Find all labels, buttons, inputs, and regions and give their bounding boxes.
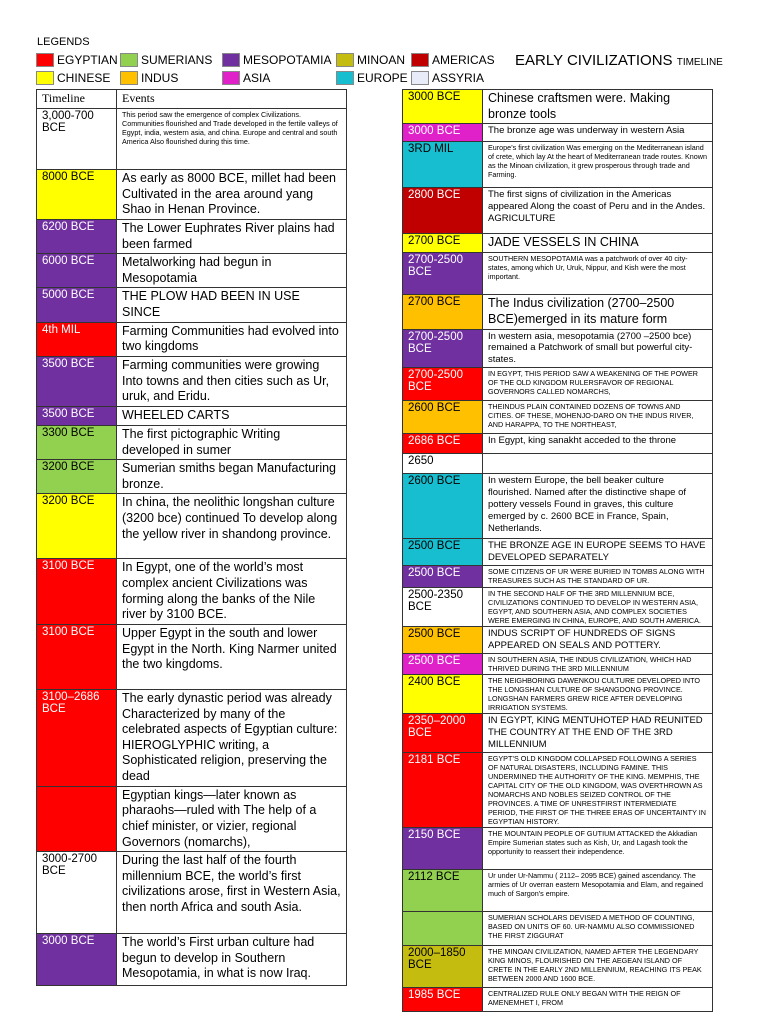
timeline-date: 8000 BCE <box>37 170 117 220</box>
timeline-event: THEINDUS PLAIN CONTAINED DOZENS OF TOWNS AND CITIES. OF THESE, MOHENJO-DARO ON THE INDUS RIVER, AND HARAPPA, TO THE NORTHEAST, <box>483 401 713 434</box>
page-title-sub: TIMELINE <box>676 57 723 68</box>
timeline-event <box>483 454 713 474</box>
timeline-date: 2400 BCE <box>403 674 483 713</box>
legend-item-asia: ASIA <box>222 70 270 85</box>
table-row <box>37 494 347 559</box>
timeline-date: 2700 BCE <box>403 234 483 253</box>
timeline-event: Europe’s first civilization Was emerging on the Mediterranean island of crete, which lay At the heart of Mediterranean trade routes. Known as the Minoan civilization, it grew prosperous through trade and Farming. <box>483 142 713 188</box>
timeline-date: 2500 BCE <box>403 539 483 566</box>
page-title-main: EARLY CIVILIZATIONS <box>515 52 673 69</box>
table-row <box>37 425 347 459</box>
timeline-date: 3500 BCE <box>37 406 117 425</box>
timeline-date: 3000 BCE <box>403 124 483 142</box>
table-row <box>403 945 713 987</box>
timeline-event: THE PLOW HAD BEEN IN USE SINCE <box>117 288 347 322</box>
legend-item-assyria: ASSYRIA <box>411 70 484 85</box>
table-row <box>403 368 713 401</box>
table-row <box>403 626 713 653</box>
timeline-date: 3100 BCE <box>37 559 117 625</box>
timeline-date: 2181 BCE <box>403 752 483 827</box>
timeline-event: THE MINOAN CIVILIZATION, NAMED AFTER THE LEGENDARY KING MINOS, FLOURISHED ON THE AEGEAN ISLAND OF CRETE IN THE EARLY 2ND MILLENNIUM, REACHING ITS PEAK BETWEEN 2000 AND 1600 BCE. <box>483 945 713 987</box>
timeline-date: 3500 BCE <box>37 356 117 406</box>
timeline-date: 3000 BCE <box>403 90 483 124</box>
table-row <box>37 559 347 625</box>
timeline-date: 6000 BCE <box>37 254 117 288</box>
page-title <box>515 52 723 69</box>
timeline-event: THE BRONZE AGE IN EUROPE SEEMS TO HAVE DEVELOPED SEPARATELY <box>483 539 713 566</box>
table-row <box>37 254 347 288</box>
timeline-date: 2500 BCE <box>403 565 483 587</box>
legend-item-chinese: CHINESE <box>36 70 110 85</box>
legend-swatch-assyria <box>411 71 429 85</box>
table-row <box>403 653 713 674</box>
timeline-event: Upper Egypt in the south and lower Egypt in the North. King Narmer united the two kingdoms. <box>117 624 347 689</box>
legend-swatch-europe <box>336 71 354 85</box>
timeline-event: As early as 8000 BCE, millet had been Cultivated in the area around yang Shao in Henan Province. <box>117 170 347 220</box>
table-row <box>37 322 347 356</box>
table-row <box>37 109 347 170</box>
header-timeline: Timeline <box>37 90 117 109</box>
table-row <box>403 587 713 626</box>
table-row <box>37 406 347 425</box>
timeline-date: 2350–2000 BCE <box>403 713 483 752</box>
timeline-event: IN SOUTHERN ASIA, THE INDUS CIVILIZATION, WHICH HAD THRIVED DURING THE 3RD MILLENNIUM <box>483 653 713 674</box>
table-row <box>403 142 713 188</box>
table-row <box>403 124 713 142</box>
timeline-event: In china, the neolithic longshan culture (3200 bce) continued To develop along the yellow river in shandong province. <box>117 494 347 559</box>
timeline-event: SOUTHERN MESOPOTAMIA was a patchwork of over 40 city-states, among which Ur, Uruk, Nippur, and Kish were the most important. <box>483 253 713 295</box>
table-row <box>37 460 347 494</box>
table-row <box>37 624 347 689</box>
timeline-event: Farming Communities had evolved into two kingdoms <box>117 322 347 356</box>
timeline-date: 3RD MIL <box>403 142 483 188</box>
timeline-date: 2000–1850 BCE <box>403 945 483 987</box>
legend-item-indus: INDUS <box>120 70 178 85</box>
timeline-date: 3000 BCE <box>37 934 117 986</box>
table-row <box>37 356 347 406</box>
legend-swatch-sumerians <box>120 53 138 67</box>
legend-swatch-mesopotamia <box>222 53 240 67</box>
table-row <box>403 539 713 566</box>
timeline-date: 3200 BCE <box>37 460 117 494</box>
table-row <box>403 827 713 869</box>
timeline-date: 2500 BCE <box>403 653 483 674</box>
legend <box>36 52 556 88</box>
timeline-table-left <box>36 89 347 986</box>
timeline-date: 3000-2700 BCE <box>37 852 117 934</box>
timeline-date: 2600 BCE <box>403 401 483 434</box>
legend-item-egyptian: EGYPTIAN <box>36 52 118 67</box>
timeline-event: The first signs of civilization in the Americas appeared Along the coast of Peru and in the Andes. AGRICULTURE <box>483 188 713 234</box>
table-row <box>37 288 347 322</box>
timeline-date: 3100–2686 BCE <box>37 689 117 786</box>
timeline-event: SOME CITIZENS OF UR WERE BURIED IN TOMBS ALONG WITH TREASURES SUCH AS THE STANDARD OF UR. <box>483 565 713 587</box>
legend-swatch-chinese <box>36 71 54 85</box>
timeline-date: 2150 BCE <box>403 827 483 869</box>
timeline-event: In western asia, mesopotamia (2700 –2500 bce) remained a Patchwork of small but powerful city-states. <box>483 329 713 368</box>
table-row <box>403 329 713 368</box>
table-row <box>37 786 347 852</box>
timeline-event: Sumerian smiths began Manufacturing bronze. <box>117 460 347 494</box>
timeline-date: 2112 BCE <box>403 869 483 911</box>
legend-swatch-egyptian <box>36 53 54 67</box>
timeline-event: IN EGYPT, KING MENTUHOTEP HAD REUNITED THE COUNTRY AT THE END OF THE 3RD MILLENNIUM <box>483 713 713 752</box>
timeline-event: The first pictographic Writing developed in sumer <box>117 425 347 459</box>
timeline-date: 4th MIL <box>37 322 117 356</box>
timeline-event: The Indus civilization (2700–2500 BCE)emerged in its mature form <box>483 295 713 329</box>
timeline-event: The early dynastic period was already Characterized by many of the celebrated aspects of Egyptian culture: HIEROGLYPHIC writing, a Sophisticated religion, preserving the dead <box>117 689 347 786</box>
table-row <box>403 401 713 434</box>
table-row <box>403 752 713 827</box>
timeline-date: 3100 BCE <box>37 624 117 689</box>
legend-item-sumerians: SUMERIANS <box>120 52 212 67</box>
table-row <box>403 253 713 295</box>
timeline-date <box>37 786 117 852</box>
timeline-event: THE MOUNTAIN PEOPLE OF GUTIUM ATTACKED the Akkadian Empire Sumerian states such as Kish, Ur, and Lagash took the opportunity to reassert their independence. <box>483 827 713 869</box>
timeline-event: IN EGYPT, THIS PERIOD SAW A WEAKENING OF THE POWER OF THE OLD KINGDOM RULERSFAVOR OF REGIONAL GOVERNORS CALLED NOMARCHS, <box>483 368 713 401</box>
timeline-event: THE NEIGHBORING DAWENKOU CULTURE DEVELOPED INTO THE LONGSHAN CULTURE OF SHANGDONG PROVINCE. LONGSHAN FARMERS GREW RICE AFTER DEVELOPING IRRIGATION SYSTEMS. <box>483 674 713 713</box>
table-row <box>403 295 713 329</box>
table-header-row <box>37 90 347 109</box>
timeline-event: In Egypt, one of the world’s most complex ancient Civilizations was forming along the banks of the Nile river by 3100 BCE. <box>117 559 347 625</box>
timeline-date: 2700-2500 BCE <box>403 368 483 401</box>
timeline-event: EGYPT’S OLD KINGDOM COLLAPSED FOLLOWING A SERIES OF NATURAL DISASTERS, INCLUDING FAMINE. THIS UNDERMINED THE AUTHORITY OF THE KING. MEMPHIS, THE CAPITAL CITY OF THE OLD KINGDOM, WAS OVERTHROWN AS NOMARCHS AND NOBLES SEIZED CONTROL OF THE PROVINCES. A TIME OF UNRESTFIRST INTERMEDIATE PERIOD, THE FIRST OF THE THREE ERAS OF UNCERTAINTY IN EGYPTIAN HISTORY. <box>483 752 713 827</box>
timeline-date: 2800 BCE <box>403 188 483 234</box>
table-row <box>37 934 347 986</box>
table-row <box>403 454 713 474</box>
timeline-date: 5000 BCE <box>37 288 117 322</box>
timeline-date: 3300 BCE <box>37 425 117 459</box>
table-row <box>403 713 713 752</box>
timeline-body-right <box>403 90 713 1012</box>
table-row <box>403 234 713 253</box>
table-row <box>403 869 713 911</box>
timeline-date <box>403 911 483 945</box>
legend-title: LEGENDS <box>37 36 90 48</box>
timeline-event: During the last half of the fourth millennium BCE, the world’s first civilizations arose, first in Western Asia, then north Africa and south Asia. <box>117 852 347 934</box>
timeline-event: Ur under Ur-Nammu ( 2112– 2095 BCE) gained ascendancy. The armies of Ur overran eastern Mesopotamia and Elam, and regained much of Sargon's empire. <box>483 869 713 911</box>
timeline-event: CENTRALIZED RULE ONLY BEGAN WITH THE REIGN OF AMENEMHET I, FROM <box>483 987 713 1011</box>
table-row <box>403 474 713 539</box>
legend-swatch-indus <box>120 71 138 85</box>
timeline-event: JADE VESSELS IN CHINA <box>483 234 713 253</box>
timeline-date: 2700-2500 BCE <box>403 253 483 295</box>
timeline-date: 3200 BCE <box>37 494 117 559</box>
timeline-date: 2686 BCE <box>403 434 483 454</box>
legend-item-americas: AMERICAS <box>411 52 495 67</box>
legend-item-minoan: MINOAN <box>336 52 405 67</box>
timeline-event: This period saw the emergence of complex Civilizations. Communities flourished and Trade developed in the fertile valleys of Egypt, india, western asia, and china. Europe and central and south America Also flourished during this time. <box>117 109 347 170</box>
timeline-event: Egyptian kings—later known as pharaohs—ruled with The help of a chief minister, or vizier, regional Governors (nomarchs), <box>117 786 347 852</box>
legend-item-mesopotamia: MESOPOTAMIA <box>222 52 331 67</box>
timeline-date: 2700 BCE <box>403 295 483 329</box>
legend-swatch-americas <box>411 53 429 67</box>
table-row <box>37 170 347 220</box>
table-row <box>403 674 713 713</box>
timeline-event: In Egypt, king sanakht acceded to the throne <box>483 434 713 454</box>
timeline-date: 1985 BCE <box>403 987 483 1011</box>
table-row <box>403 90 713 124</box>
timeline-date: 2500-2350 BCE <box>403 587 483 626</box>
timeline-event: The world’s First urban culture had begun to develop in Southern Mesopotamia, in what is now Iraq. <box>117 934 347 986</box>
timeline-event: IN THE SECOND HALF OF THE 3RD MILLENNIUM BCE, CIVILIZATIONS CONTINUED TO DEVELOP IN WESTERN ASIA, EGYPT, AND SOUTHERN ASIA, AND COMPLEX SOCIETIES WERE EMERGING IN CHINA, EUROPE, AND SOUTH AMERICA. <box>483 587 713 626</box>
table-row <box>37 689 347 786</box>
timeline-date: 2500 BCE <box>403 626 483 653</box>
timeline-event: In western Europe, the bell beaker culture flourished. Named after the distinctive shape of pottery vessels Found in graves, this culture emerged by c. 2600 BCE in France, Spain, Netherlands. <box>483 474 713 539</box>
timeline-event: SUMERIAN SCHOLARS DEVISED A METHOD OF COUNTING, BASED ON UNITS OF 60. UR-NAMMU ALSO COMMISSIONED THE FIRST ZIGGURAT <box>483 911 713 945</box>
timeline-date: 2700-2500 BCE <box>403 329 483 368</box>
timeline-body-left <box>37 109 347 986</box>
table-row <box>37 219 347 253</box>
legend-swatch-minoan <box>336 53 354 67</box>
timeline-date: 2600 BCE <box>403 474 483 539</box>
timeline-event: Metalworking had begun in Mesopotamia <box>117 254 347 288</box>
table-row <box>403 434 713 454</box>
table-row <box>403 987 713 1011</box>
table-row <box>403 188 713 234</box>
legend-swatch-asia <box>222 71 240 85</box>
legend-item-europe: EUROPE <box>336 70 408 85</box>
table-row <box>403 565 713 587</box>
timeline-event: The Lower Euphrates River plains had been farmed <box>117 219 347 253</box>
table-row <box>37 852 347 934</box>
timeline-date: 3,000-700 BCE <box>37 109 117 170</box>
timeline-event: The bronze age was underway in western Asia <box>483 124 713 142</box>
timeline-event: Farming communities were growing Into towns and then cities such as Ur, uruk, and Eridu. <box>117 356 347 406</box>
timeline-date: 6200 BCE <box>37 219 117 253</box>
timeline-table-right <box>402 89 713 1012</box>
timeline-date: 2650 <box>403 454 483 474</box>
table-row <box>403 911 713 945</box>
timeline-event: INDUS SCRIPT OF HUNDREDS OF SIGNS APPEARED ON SEALS AND POTTERY. <box>483 626 713 653</box>
timeline-event: Chinese craftsmen were. Making bronze tools <box>483 90 713 124</box>
header-events: Events <box>117 90 347 109</box>
timeline-event: WHEELED CARTS <box>117 406 347 425</box>
